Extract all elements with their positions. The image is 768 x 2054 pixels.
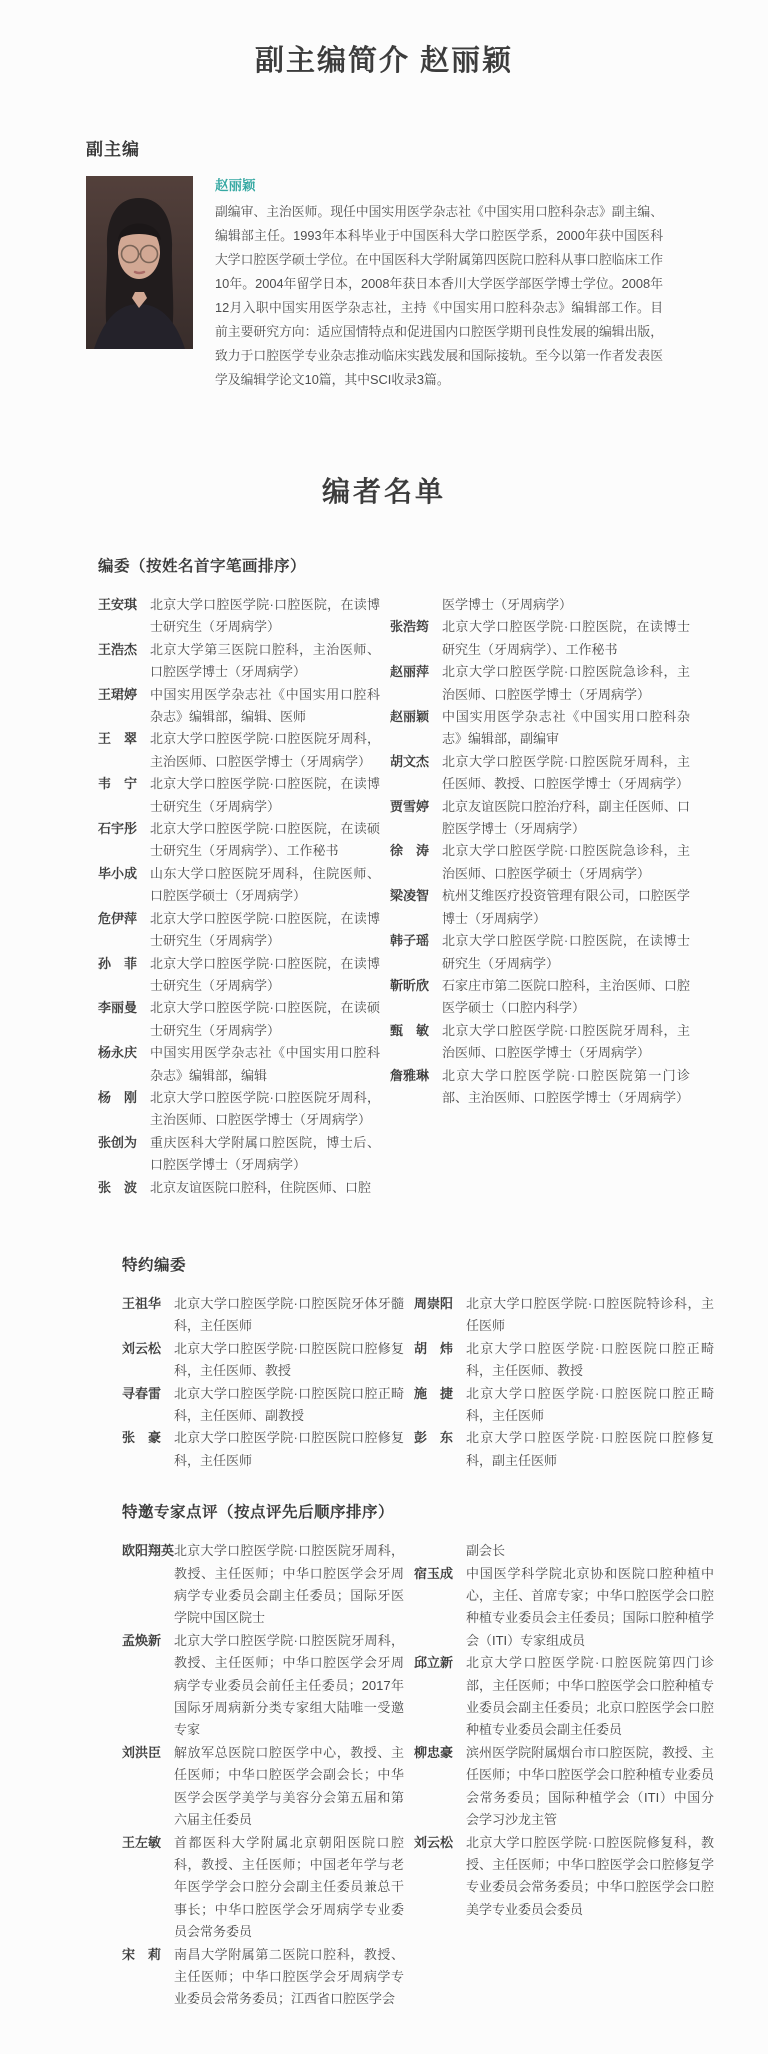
entry-name: 王 翠 <box>98 731 138 747</box>
entry-description: 杭州艾维医疗投资管理有限公司，口腔医学博士（牙周病学） <box>442 888 690 926</box>
guest-editors-right-column <box>414 1293 714 1472</box>
entry-name: 刘云松 <box>414 1834 454 1850</box>
entry-name: 王左敏 <box>122 1834 162 1850</box>
entry-description: 南昌大学附属第二医院口腔科，教授、主任医师；中华口腔医学会牙周病学专业委员会常务委员；江西省口腔医学会 <box>174 1946 404 2007</box>
entry-name: 梁凌智 <box>390 888 430 904</box>
entry-description: 滨州医学院附属烟台市口腔医院，教授、主任医师；中华口腔医学会口腔种植专业委员会常务委员；国际种植学会（ITI）中国分会学习沙龙主管 <box>466 1744 714 1828</box>
entry-description: 北京大学口腔医学院·口腔医院牙体牙髓科，主任医师 <box>174 1295 404 1334</box>
roster-entry <box>414 1338 714 1383</box>
entry-name: 韦 宁 <box>98 776 138 792</box>
entry-description: 北京大学口腔医学院·口腔医院牙周科，主治医师、口腔医学博士（牙周病学） <box>150 1089 380 1128</box>
roster-entry <box>122 1540 404 1630</box>
roster-entry <box>414 1563 714 1653</box>
roster-entry <box>390 975 690 1020</box>
roster-section-editorial-board <box>98 554 768 1199</box>
entry-description: 北京大学口腔医学院·口腔医院，在读硕士研究生（牙周病学） <box>150 1000 380 1038</box>
roster-entry <box>98 908 380 953</box>
entry-description: 北京大学口腔医学院·口腔医院口腔正畸科，主任医师、副教授 <box>174 1385 404 1423</box>
roster-entry <box>98 997 380 1042</box>
roster-entry <box>122 1427 404 1472</box>
roster-entry <box>414 1832 714 1922</box>
entry-description: 北京大学口腔医学院·口腔医院特诊科，主任医师 <box>466 1295 714 1334</box>
roster-entry <box>122 1630 404 1742</box>
entry-name: 赵丽萍 <box>390 664 430 680</box>
roster-entry <box>98 728 380 773</box>
entry-description: 中国实用医学杂志社《中国实用口腔科杂志》编辑部，编辑 <box>150 1045 380 1083</box>
section-heading: 特邀专家点评（按点评先后顺序排序） <box>122 1504 395 1522</box>
entry-description: 北京大学口腔医学院·口腔医院修复科，教授、主任医师；中华口腔医学会口腔修复学专业委员会常务委员；中华口腔医学会口腔美学专业委员会委员 <box>466 1834 714 1917</box>
entry-name: 王祖华 <box>122 1295 162 1311</box>
entry-name: 宋 莉 <box>122 1946 162 1962</box>
editorial-board-right-column <box>390 594 690 1199</box>
entry-description: 医学博士（牙周病学） <box>442 597 573 612</box>
entry-description: 北京大学第三医院口腔科，主治医师、口腔医学博士（牙周病学） <box>150 641 380 680</box>
roster-entry <box>98 1042 380 1087</box>
roster-entry <box>98 953 380 998</box>
roster-entry <box>122 1293 404 1338</box>
roster-entry <box>390 616 690 661</box>
entry-name: 周崇阳 <box>414 1295 454 1311</box>
invited-experts-right-column <box>414 1540 714 2011</box>
entry-description: 北京大学口腔医学院·口腔医院急诊科，主治医师、口腔医学硕士（牙周病学） <box>442 843 690 881</box>
entry-description: 北京大学口腔医学院·口腔医院口腔正畸科，主任医师、教授 <box>466 1340 714 1379</box>
section-heading: 特约编委 <box>122 1256 187 1274</box>
roster <box>0 554 768 2011</box>
profile-section <box>0 135 768 392</box>
roster-entry <box>390 930 690 975</box>
entry-description: 山东大学口腔医院牙周科，住院医师、口腔医学硕士（牙周病学） <box>150 865 380 904</box>
roster-entry <box>390 706 690 751</box>
entry-description: 北京大学口腔医学院·口腔医院第四门诊部，主任医师；中华口腔医学会口腔种植专业委员会副主任委员；北京口腔医学会口腔种植专业委员会副主任委员 <box>466 1655 714 1738</box>
entry-description: 首都医科大学附属北京朝阳医院口腔科，教授、主任医师；中国老年学与老年医学学会口腔分会副主任委员兼总干事长；中华口腔医学会牙周病学专业委员会常务委员 <box>174 1834 404 1940</box>
roster-section-guest-editors <box>98 1253 768 1472</box>
entry-name: 刘云松 <box>122 1340 162 1356</box>
profile-heading: 副主编 <box>86 140 140 159</box>
entry-description: 北京大学口腔医学院·口腔医院牙周科，教授、主任医师；中华口腔医学会牙周病学专业委员会前任主任委员；2017年国际牙周病新分类专家组大陆唯一受邀专家 <box>174 1632 404 1738</box>
entry-description: 北京大学口腔医学院·口腔医院口腔修复科，主任医师 <box>174 1430 404 1468</box>
entry-name: 杨永庆 <box>98 1045 138 1061</box>
roster-entry <box>414 1652 714 1742</box>
roster-title: 编者名单 <box>321 476 446 507</box>
entry-name: 石宇彤 <box>98 821 138 837</box>
roster-entry <box>122 1944 404 2011</box>
entry-description: 北京大学口腔医学院·口腔医院，在读硕士研究生（牙周病学）、工作秘书 <box>150 821 380 859</box>
entry-description: 中国实用医学杂志社《中国实用口腔科杂志》编辑部，副编审 <box>442 709 690 747</box>
roster-entry <box>98 1132 380 1177</box>
roster-entry <box>414 1742 714 1832</box>
entry-name: 徐 涛 <box>390 843 430 859</box>
entry-description: 北京大学口腔医学院·口腔医院口腔正畸科，主任医师 <box>466 1385 714 1423</box>
roster-entry <box>414 1383 714 1428</box>
entry-name: 王浩杰 <box>98 641 138 657</box>
entry-name: 韩子瑶 <box>390 933 430 949</box>
entry-description: 重庆医科大学附属口腔医院，博士后、口腔医学博士（牙周病学） <box>150 1134 380 1173</box>
entry-description: 北京大学口腔医学院·口腔医院口腔修复科，副主任医师 <box>466 1430 714 1468</box>
editorial-board-left-column <box>98 594 380 1199</box>
entry-description: 北京大学口腔医学院·口腔医院，在读博士研究生（牙周病学）、工作秘书 <box>442 619 690 657</box>
entry-name: 张浩筠 <box>390 619 430 635</box>
entry-name: 欧阳翔英 <box>122 1543 175 1559</box>
entry-description: 北京大学口腔医学院·口腔医院牙周科，主任医师、教授、口腔医学博士（牙周病学） <box>442 753 690 792</box>
roster-entry <box>98 773 380 818</box>
entry-description: 北京大学口腔医学院·口腔医院牙周科，主治医师、口腔医学博士（牙周病学） <box>442 1022 690 1061</box>
entry-name: 彭 东 <box>414 1430 454 1446</box>
roster-entry <box>122 1742 404 1832</box>
entry-description: 北京大学口腔医学院·口腔医院，在读博士研究生（牙周病学） <box>150 955 380 993</box>
entry-name: 王珺婷 <box>98 686 138 702</box>
entry-name: 邱立新 <box>414 1655 454 1671</box>
profile-bio-text: 副编审、主治医师。现任中国实用医学杂志社《中国实用口腔科杂志》副主编、编辑部主任。1993年本科毕业于中国医科大学口腔医学系，2000年获中国医科大学口腔医学硕士学位。在中国医科大学附属第四医院口腔科从事口腔临床工作10年。2004年留学日本，2008年获日本香川大学医学部医学博士学位。2008年12月入职中国实用医学杂志社，主持《中国实用口腔科杂志》编辑部工作。目前主要研究方向：适应国情特点和促进国内口腔医学期刊良性发展的编辑出版，致力于口腔医学专业杂志推动临床实践发展和国际接轨。至今以第一作者发表医学及编辑学论文10篇，其中SCI收录3篇。 <box>215 204 663 387</box>
section-heading: 编委（按姓名首字笔画排序） <box>98 558 307 575</box>
entry-name <box>414 1540 466 1562</box>
entry-description: 北京大学口腔医学院·口腔医院第一门诊部、主治医师、口腔医学博士（牙周病学） <box>442 1067 690 1105</box>
entry-name: 甄 敏 <box>390 1022 430 1038</box>
entry-description: 北京友谊医院口腔治疗科，副主任医师、口腔医学博士（牙周病学） <box>442 798 690 837</box>
entry-name: 毕小成 <box>98 865 138 881</box>
roster-entry <box>390 661 690 706</box>
entry-name: 刘洪臣 <box>122 1744 162 1760</box>
roster-entry <box>390 1020 690 1065</box>
entry-name: 寻春雷 <box>122 1385 162 1401</box>
roster-entry <box>98 818 380 863</box>
entry-description: 北京大学口腔医学院·口腔医院，在读博士研究生（牙周病学） <box>150 597 380 635</box>
entry-name: 孙 菲 <box>98 955 138 971</box>
roster-entry <box>390 594 690 616</box>
roster-entry <box>98 863 380 908</box>
entry-description: 北京大学口腔医学院·口腔医院口腔修复科，主任医师、教授 <box>174 1340 404 1379</box>
profile-name: 赵丽颖 <box>215 178 256 193</box>
roster-entry <box>122 1383 404 1428</box>
entry-description: 北京大学口腔医学院·口腔医院，在读博士研究生（牙周病学） <box>150 776 380 814</box>
roster-entry <box>390 1065 690 1110</box>
entry-name: 胡 炜 <box>414 1340 454 1356</box>
roster-entry <box>98 594 380 639</box>
guest-editors-left-column <box>122 1293 404 1472</box>
roster-entry <box>122 1338 404 1383</box>
entry-name: 宿玉成 <box>414 1565 454 1581</box>
roster-entry <box>390 885 690 930</box>
entry-name: 杨 刚 <box>98 1089 138 1105</box>
entry-description: 中国实用医学杂志社《中国实用口腔科杂志》编辑部，编辑、医师 <box>150 686 380 725</box>
entry-name: 胡文杰 <box>390 753 430 769</box>
portrait-photo <box>86 176 193 349</box>
entry-name: 柳忠豪 <box>414 1744 454 1760</box>
entry-description: 北京大学口腔医学院·口腔医院，在读博士研究生（牙周病学） <box>442 933 690 971</box>
entry-description: 副会长 <box>466 1543 506 1559</box>
entry-description: 解放军总医院口腔医学中心，教授、主任医师；中华口腔医学会副会长；中华医学会医学美学与美容分会第五届和第六届主任委员 <box>174 1744 404 1828</box>
roster-section-invited-experts <box>98 1500 768 2011</box>
entry-name: 张 波 <box>98 1179 138 1195</box>
entry-name: 张创为 <box>98 1134 138 1150</box>
entry-description: 中国医学科学院北京协和医院口腔种植中心，主任、首席专家；中华口腔医学会口腔种植专业委员会主任委员；国际口腔种植学会（ITI）专家组成员 <box>466 1565 714 1648</box>
entry-description: 北京友谊医院口腔科，住院医师、口腔 <box>150 1179 372 1195</box>
entry-name: 孟焕新 <box>122 1632 162 1648</box>
roster-entry <box>98 684 380 729</box>
roster-entry <box>122 1832 404 1944</box>
entry-description: 北京大学口腔医学院·口腔医院急诊科，主治医师、口腔医学博士（牙周病学） <box>442 664 690 702</box>
roster-entry <box>414 1540 714 1562</box>
entry-name: 赵丽颖 <box>390 709 430 725</box>
entry-name: 施 捷 <box>414 1385 454 1401</box>
roster-entry <box>98 1177 380 1199</box>
entry-name <box>390 594 442 616</box>
entry-name: 詹雅琳 <box>390 1067 430 1083</box>
entry-description: 石家庄市第二医院口腔科，主治医师、口腔医学硕士（口腔内科学） <box>442 977 690 1016</box>
roster-entry <box>98 639 380 684</box>
entry-description: 北京大学口腔医学院·口腔医院牙周科，主治医师、口腔医学博士（牙周病学） <box>150 731 380 769</box>
roster-entry <box>98 1087 380 1132</box>
roster-entry <box>414 1293 714 1338</box>
profile-bio-block <box>215 176 663 392</box>
entry-description: 北京大学口腔医学院·口腔医院牙周科，教授、主任医师；中华口腔医学会牙周病学专业委员会副主任委员；国际牙医学院中国区院士 <box>174 1543 404 1626</box>
entry-name: 王安琪 <box>98 597 138 612</box>
entry-name: 危伊萍 <box>98 910 138 926</box>
page-title: 副主编简介 赵丽颖 <box>254 45 514 77</box>
roster-entry <box>390 840 690 885</box>
entry-name: 张 豪 <box>122 1430 162 1446</box>
entry-name: 李丽曼 <box>98 1000 138 1016</box>
roster-entry <box>414 1427 714 1472</box>
entry-name: 靳昕欣 <box>390 977 430 993</box>
entry-description: 北京大学口腔医学院·口腔医院，在读博士研究生（牙周病学） <box>150 910 380 949</box>
roster-entry <box>390 796 690 841</box>
entry-name: 贾雪婷 <box>390 798 430 814</box>
roster-entry <box>390 751 690 796</box>
invited-experts-left-column <box>122 1540 404 2011</box>
